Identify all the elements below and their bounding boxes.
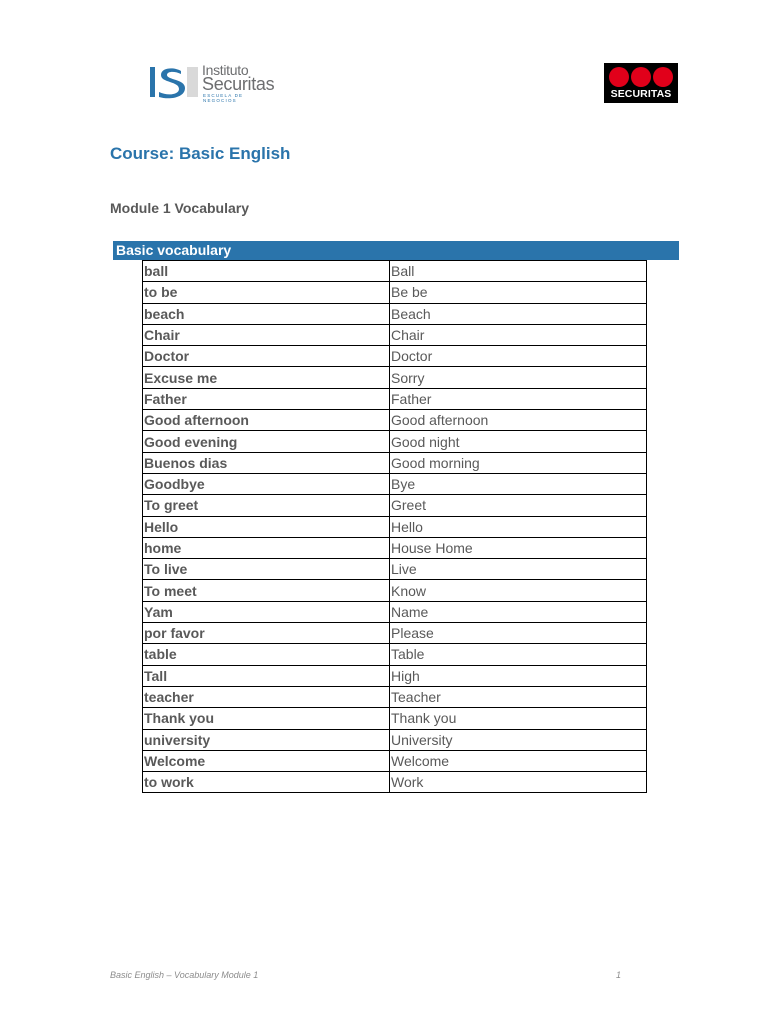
table-row <box>143 750 647 771</box>
instituto-securitas-logo <box>149 63 279 101</box>
english-term-cell: university <box>143 729 390 750</box>
english-term-cell: Buenos dias <box>143 452 390 473</box>
translation-cell: Sorry <box>390 367 647 388</box>
table-row <box>143 431 647 452</box>
translation-cell: Know <box>390 580 647 601</box>
translation-cell: Thank you <box>390 708 647 729</box>
is-logo-mark-icon <box>149 65 199 99</box>
english-term-cell: Yam <box>143 601 390 622</box>
table-row <box>143 665 647 686</box>
table-row <box>143 388 647 409</box>
english-term-cell: to work <box>143 772 390 793</box>
english-term-cell: ball <box>143 261 390 282</box>
translation-cell: Live <box>390 559 647 580</box>
securitas-logo <box>604 63 678 103</box>
footer-text: Basic English – Vocabulary Module 1 <box>110 970 259 980</box>
module-title: Module 1 Vocabulary <box>110 200 249 216</box>
translation-cell: Beach <box>390 303 647 324</box>
table-row <box>143 729 647 750</box>
translation-cell: Welcome <box>390 750 647 771</box>
english-term-cell: To live <box>143 559 390 580</box>
translation-cell: Good night <box>390 431 647 452</box>
table-row <box>143 559 647 580</box>
vocabulary-table-body <box>143 261 647 793</box>
logo-red-dot-icon <box>609 67 629 87</box>
table-row <box>143 537 647 558</box>
logo-line2: Securitas <box>202 74 275 94</box>
page-number: 1 <box>616 970 622 980</box>
english-term-cell: por favor <box>143 623 390 644</box>
table-row <box>143 473 647 494</box>
table-row <box>143 346 647 367</box>
english-term-cell: Hello <box>143 516 390 537</box>
english-term-cell: To greet <box>143 495 390 516</box>
table-row <box>143 495 647 516</box>
table-row <box>143 623 647 644</box>
table-row <box>143 410 647 431</box>
english-term-cell: teacher <box>143 686 390 707</box>
translation-cell: Ball <box>390 261 647 282</box>
english-term-cell: To meet <box>143 580 390 601</box>
translation-cell: Chair <box>390 324 647 345</box>
english-term-cell: Thank you <box>143 708 390 729</box>
english-term-cell: Chair <box>143 324 390 345</box>
table-row <box>143 686 647 707</box>
translation-cell: Bye <box>390 473 647 494</box>
translation-cell: Good morning <box>390 452 647 473</box>
translation-cell: Work <box>390 772 647 793</box>
table-row <box>143 772 647 793</box>
logo-tagline: ESCUELA DE NEGOCIOS <box>203 93 244 103</box>
table-row <box>143 644 647 665</box>
translation-cell: House Home <box>390 537 647 558</box>
table-row <box>143 324 647 345</box>
logo-red-dot-icon <box>631 67 651 87</box>
translation-cell: Be be <box>390 282 647 303</box>
table-row <box>143 303 647 324</box>
english-term-cell: home <box>143 537 390 558</box>
table-row <box>143 580 647 601</box>
translation-cell: Teacher <box>390 686 647 707</box>
translation-cell: Greet <box>390 495 647 516</box>
table-row <box>143 452 647 473</box>
translation-cell: Name <box>390 601 647 622</box>
section-header: Basic vocabulary <box>113 241 679 260</box>
table-row <box>143 516 647 537</box>
english-term-cell: Goodbye <box>143 473 390 494</box>
logo-line1: Instituto <box>202 62 249 78</box>
translation-cell: Table <box>390 644 647 665</box>
course-title: Course: Basic English <box>110 144 291 163</box>
translation-cell: Please <box>390 623 647 644</box>
english-term-cell: Doctor <box>143 346 390 367</box>
english-term-cell: Welcome <box>143 750 390 771</box>
english-term-cell: beach <box>143 303 390 324</box>
translation-cell: Father <box>390 388 647 409</box>
english-term-cell: Father <box>143 388 390 409</box>
english-term-cell: Excuse me <box>143 367 390 388</box>
translation-cell: Doctor <box>390 346 647 367</box>
table-row <box>143 261 647 282</box>
translation-cell: Good afternoon <box>390 410 647 431</box>
translation-cell: High <box>390 665 647 686</box>
english-term-cell: to be <box>143 282 390 303</box>
translation-cell: University <box>390 729 647 750</box>
english-term-cell: Good evening <box>143 431 390 452</box>
english-term-cell: table <box>143 644 390 665</box>
translation-cell: Hello <box>390 516 647 537</box>
table-row <box>143 282 647 303</box>
english-term-cell: Good afternoon <box>143 410 390 431</box>
table-row <box>143 708 647 729</box>
logo-red-dot-icon <box>653 67 673 87</box>
vocabulary-table <box>142 260 647 793</box>
table-row <box>143 601 647 622</box>
english-term-cell: Tall <box>143 665 390 686</box>
table-row <box>143 367 647 388</box>
logo-wordmark: SECURITAS <box>610 88 672 100</box>
